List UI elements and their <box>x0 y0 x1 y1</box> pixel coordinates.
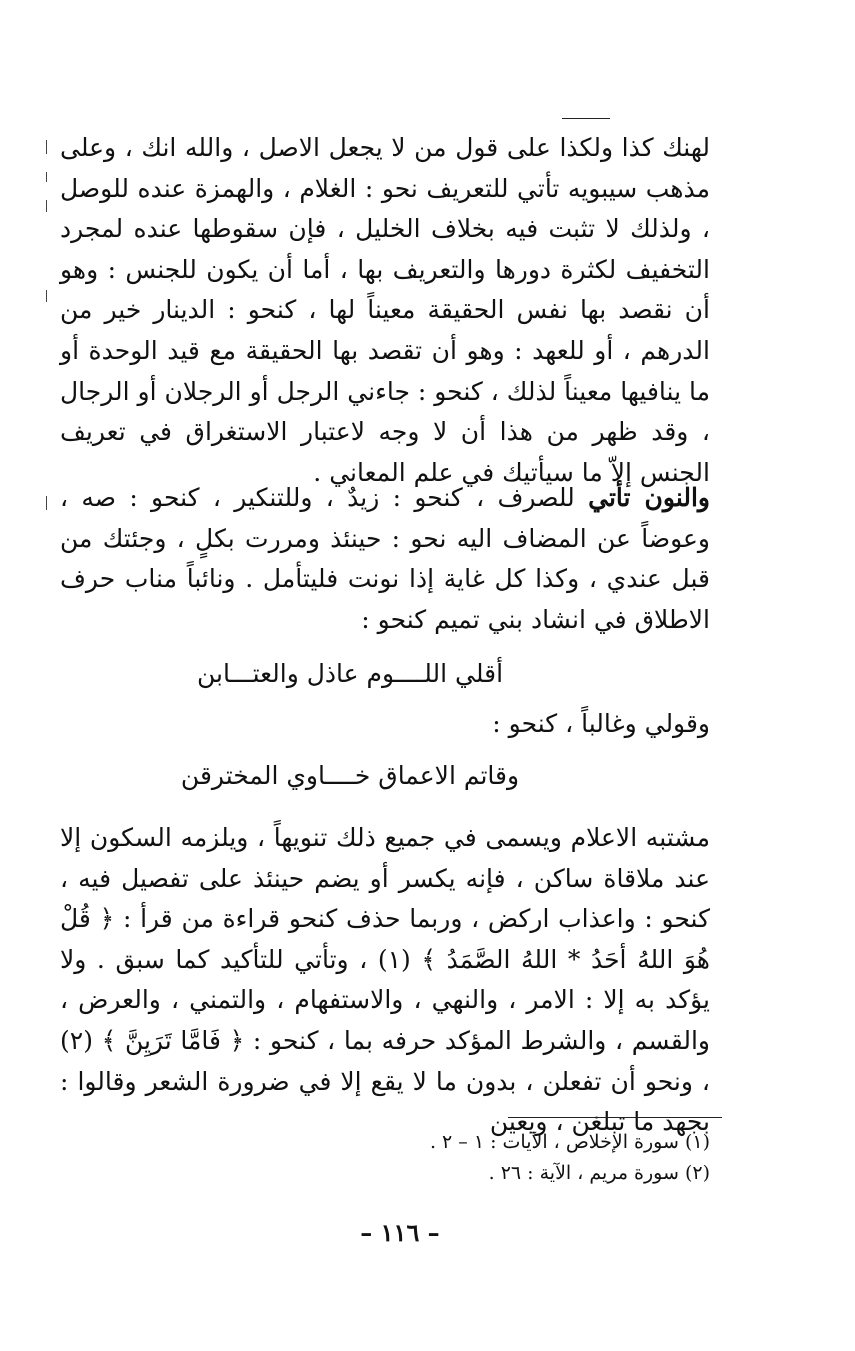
footnotes <box>350 1127 710 1189</box>
footnote-rule <box>508 1117 722 1118</box>
paragraph-2-body: للصرف ، كنحو : زيدٌ ، وللتنكير ، كنحو : صه ، وعوضاً عن المضاف اليه نحو : حينئذ ومررت بكلٍ ، وجئتك من قبل عندي ، وكذا كل غاية إذا نونت فليتأمل . ونائباً مناب حرف الاطلاق في انشاد بني تميم كنحو : <box>60 483 710 634</box>
paragraph-2-text <box>60 478 710 640</box>
verse-interlude: وقولي وغالباً ، كنحو : <box>492 709 710 738</box>
footnote-2: (٢) سورة مريم ، الآية : ٢٦ . <box>488 1162 710 1184</box>
paragraph-3-text: مشتبه الاعلام ويسمى في جميع ذلك تنويهاً ، ويلزمه السكون إلا عند ملاقاة ساكن ، فإنه يكسر أو يضم حينئذ على تفصيل فيه ، كنحو : واعذاب اركض ، وربما حذف كنحو قراءة من قرأ : ﴿ قُلْ هُوَ اللهُ أحَدُ * اللهُ الصَّمَدُ ﴾ (١) ، وتأتي للتأكيد كما سبق . ولا يؤكد به إلا : الامر ، والنهي ، والاستفهام ، والتمني ، والعرض ، والقسم ، والشرط المؤكد حرفه بما ، كنحو : ﴿ فَامَّا تَرَيِنَّ ﴾ (٢) ، ونحو أن تفعلن ، بدون ما لا يقع إلا في ضرورة الشعر وقالوا : بجهد ما تبلغن ، ويعين <box>60 823 710 1137</box>
top-rule <box>562 118 610 119</box>
verse-line-1: أقلي اللــــوم عاذل والعتـــابن <box>196 659 504 688</box>
margin-mark <box>46 290 47 302</box>
paragraph-1 <box>60 128 710 493</box>
verse-line-2: وقاتم الاعماق خــــاوي المخترقن <box>180 761 520 790</box>
paragraph-2-lead: والنون تأتي <box>588 483 711 512</box>
paragraph-1-text: لهنك كذا ولكذا على قول من لا يجعل الاصل ، والله انك ، وعلى مذهب سيبويه تأتي للتعريف نحو : الغلام ، والهمزة عنده للوصل ، ولذلك لا تثبت فيه بخلاف الخليل ، فإن سقوطها عنده لمجرد التخفيف لكثرة دورها والتعريف بها ، أما أن يكون للجنس : وهو أن نقصد بها نفس الحقيقة معيناً لها ، كنحو : الدينار خير من الدرهم ، أو للعهد : وهو أن تقصد بها الحقيقة مع قيد الوحدة أو ما ينافيها معيناً لذلك ، كنحو : جاءني الرجل أو الرجلان أو الرجال ، وقد ظهر من هذا أن لا وجه لاعتبار الاستغراق في تعريف الجنس إلاّ ما سيأتيك في علم المعاني . <box>60 133 710 487</box>
paragraph-3 <box>60 818 710 1143</box>
margin-mark <box>46 200 47 212</box>
margin-mark <box>46 140 47 154</box>
page-number: – ١١٦ – <box>360 1218 440 1247</box>
paragraph-2 <box>60 478 710 640</box>
margin-mark <box>46 172 47 182</box>
footnote-1: (١) سورة الإخلاص ، الآيات : ١ – ٢ . <box>429 1131 710 1153</box>
margin-mark <box>46 496 47 510</box>
